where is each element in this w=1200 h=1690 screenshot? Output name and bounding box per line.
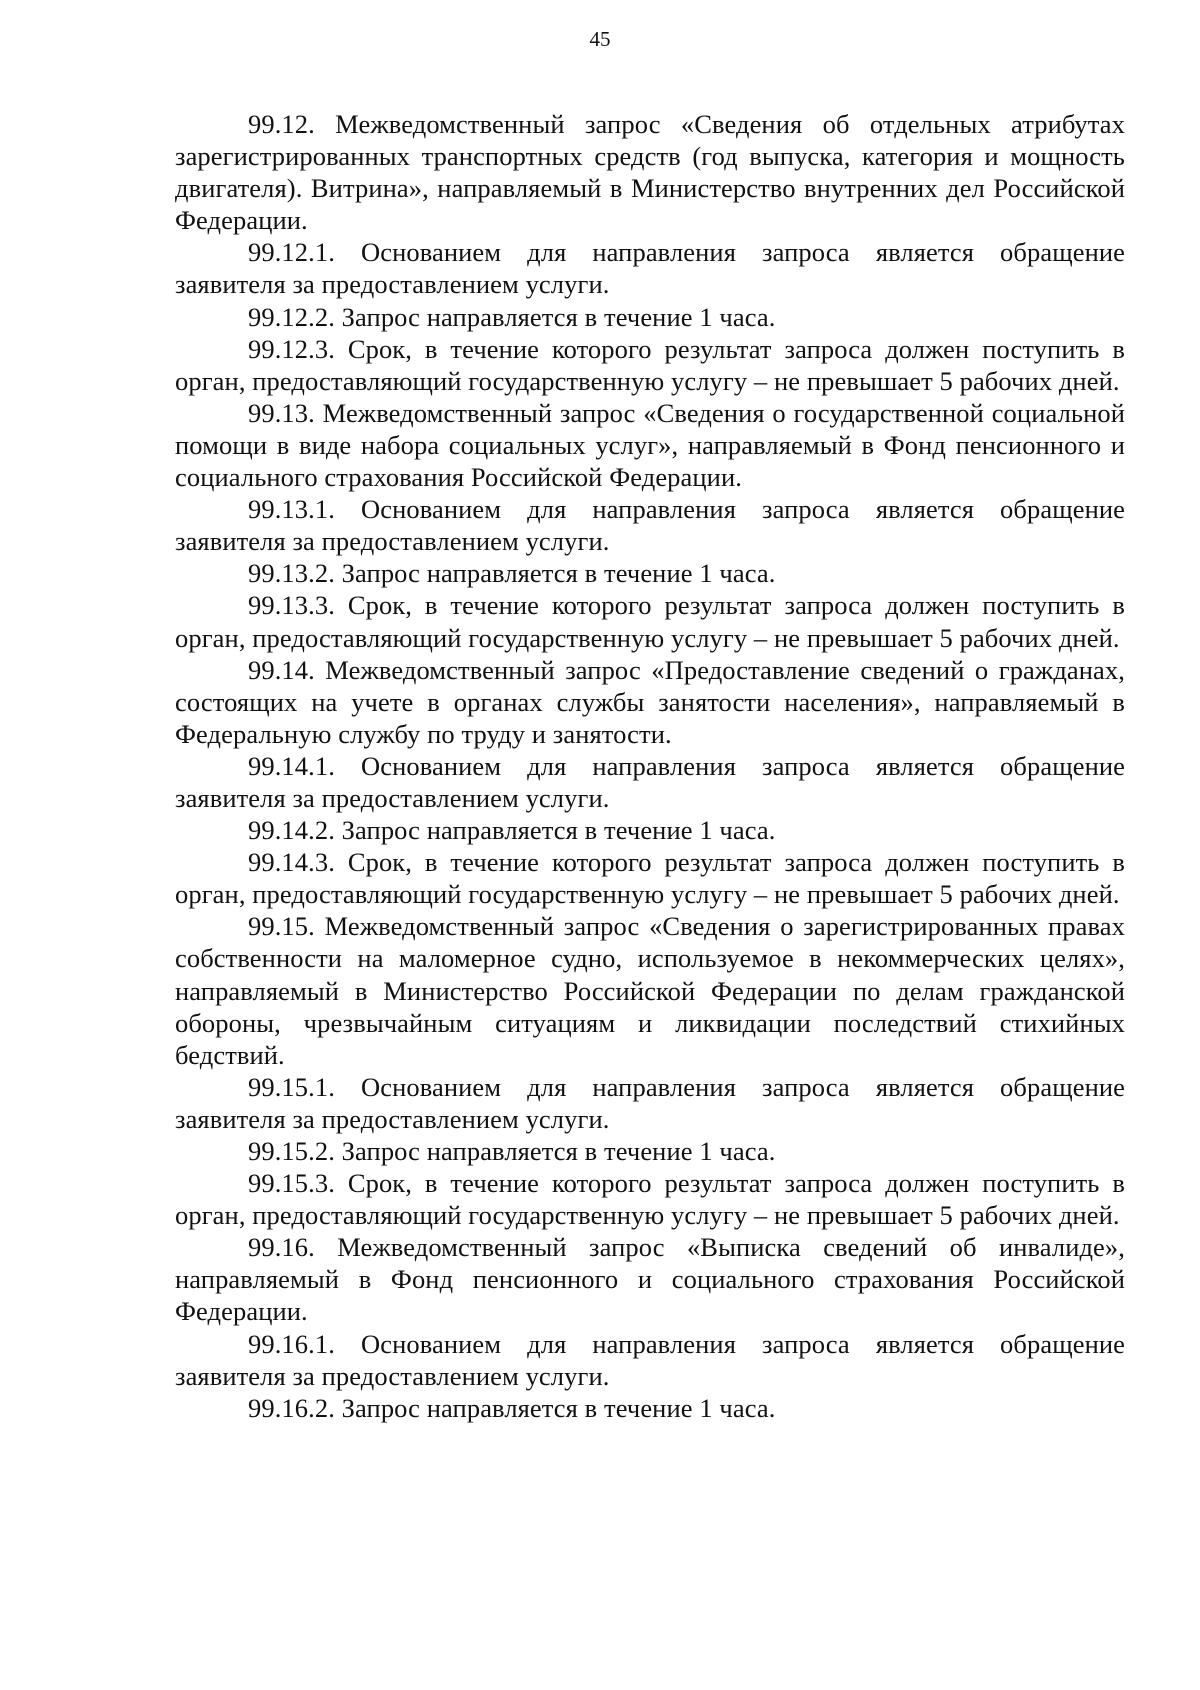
document-body xyxy=(175,108,1125,1424)
paragraph-99-14-3: 99.14.3. Срок, в течение которого результат запроса должен поступить в орган, предоставляющий государственную услугу – не превышает 5 рабочих дней. xyxy=(175,847,1125,910)
paragraph-99-13: 99.13. Межведомственный запрос «Сведения о государственной социальной помощи в виде набора социальных услуг», направляемый в Фонд пенсионного и социального страхования Российской Федерации. xyxy=(175,397,1125,493)
paragraph-99-15: 99.15. Межведомственный запрос «Сведения о зарегистрированных правах собственности на маломерное судно, используемое в некоммерческих целях», направляемый в Министерство Российской Федерации по делам гражданской обороны, чрезвычайным ситуациям и ликвидации последствий стихийных бедствий. xyxy=(175,911,1125,1070)
paragraph-99-16: 99.16. Межведомственный запрос «Выписка сведений об инвалиде», направляемый в Фонд пенсионного и социального страхования Российской Федерации. xyxy=(175,1232,1125,1327)
paragraph-99-15-3: 99.15.3. Срок, в течение которого результат запроса должен поступить в орган, предоставляющий государственную услугу – не превышает 5 рабочих дней. xyxy=(175,1168,1125,1231)
paragraph-99-13-3: 99.13.3. Срок, в течение которого результат запроса должен поступить в орган, предоставляющий государственную услугу – не превышает 5 рабочих дней. xyxy=(175,590,1125,653)
paragraph-99-16-1: 99.16.1. Основанием для направления запроса является обращение заявителя за предоставлением услуги. xyxy=(175,1328,1125,1391)
paragraph-99-15-1: 99.15.1. Основанием для направления запроса является обращение заявителя за предоставлением услуги. xyxy=(175,1071,1125,1134)
paragraph-99-14: 99.14. Межведомственный запрос «Предоставление сведений о гражданах, состоящих на учете в органах службы занятости населения», направляемый в Федеральную службу по труду и занятости. xyxy=(175,654,1125,749)
paragraph-99-12: 99.12. Межведомственный запрос «Сведения об отдельных атрибутах зарегистрированных транспортных средств (год выпуска, категория и мощность двигателя). Витрина», направляемый в Министерство внутренних дел Российской Федерации. xyxy=(175,109,1125,236)
paragraph-99-12-3: 99.12.3. Срок, в течение которого результат запроса должен поступить в орган, предоставляющий государственную услугу – не превышает 5 рабочих дней. xyxy=(175,333,1125,396)
paragraph-99-16-2: 99.16.2. Запрос направляется в течение 1 часа. xyxy=(248,1392,776,1423)
paragraph-99-15-2: 99.15.2. Запрос направляется в течение 1 часа. xyxy=(248,1136,776,1166)
paragraph-99-14-2: 99.14.2. Запрос направляется в течение 1 часа. xyxy=(248,815,776,846)
paragraph-99-12-1: 99.12.1. Основанием для направления запроса является обращение заявителя за предоставлением услуги. xyxy=(175,237,1125,300)
paragraph-99-13-2: 99.13.2. Запрос направляется в течение 1 часа. xyxy=(248,558,776,589)
paragraph-99-12-2: 99.12.2. Запрос направляется в течение 1 часа. xyxy=(248,301,776,332)
paragraph-99-13-1: 99.13.1. Основанием для направления запроса является обращение заявителя за предоставлением услуги. xyxy=(175,494,1125,557)
paragraph-99-14-1: 99.14.1. Основанием для направления запроса является обращение заявителя за предоставлением услуги. xyxy=(175,750,1125,813)
page-number: 45 xyxy=(589,27,611,51)
